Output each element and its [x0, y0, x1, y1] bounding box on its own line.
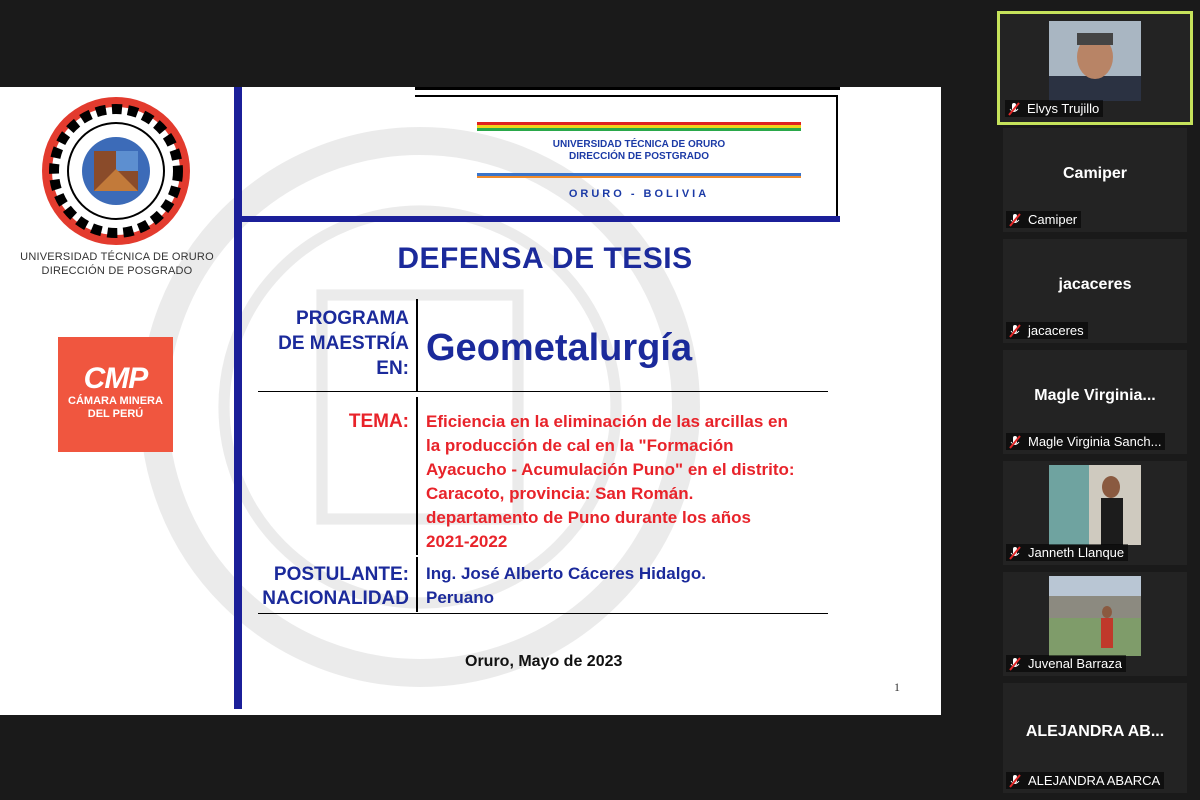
participant-display-name: ALEJANDRA AB... — [1025, 723, 1165, 740]
participant-name-tag — [1006, 772, 1164, 789]
participant-name: Camiper — [1028, 212, 1078, 227]
mic-muted-icon — [1008, 774, 1022, 788]
participant-name: jacaceres — [1028, 323, 1084, 338]
camp-logo — [58, 337, 173, 452]
blue-vertical-bar — [234, 87, 242, 709]
tema-line: la producción de cal en la "Formación — [426, 436, 734, 455]
tema-line: Caracoto, provincia: San Román. — [426, 484, 694, 503]
participant-tile[interactable] — [1003, 239, 1187, 343]
participant-name: Elvys Trujillo — [1027, 101, 1100, 116]
program-value: Geometalurgía — [426, 327, 693, 369]
page-number: 1 — [894, 680, 900, 694]
participant-tile[interactable] — [1003, 683, 1187, 793]
header-location: ORURO - BOLIVIA — [568, 188, 710, 200]
participant-name-tag — [1005, 100, 1103, 117]
participant-tile[interactable] — [1003, 461, 1187, 565]
participant-name: Magle Virginia Sanch... — [1028, 434, 1162, 449]
camp-line-1: CÁMARA MINERA — [68, 395, 163, 407]
university-name: UNIVERSIDAD TÉCNICA DE ORURO — [20, 251, 214, 263]
row-divider-1 — [258, 391, 828, 392]
slide-title: DEFENSA DE TESIS — [397, 242, 693, 275]
participant-display-name: jacaceres — [1058, 276, 1132, 293]
participant-tile[interactable] — [1003, 128, 1187, 232]
mic-muted-icon — [1008, 546, 1022, 560]
participant-name-tag — [1006, 655, 1126, 672]
left-branding — [0, 87, 234, 715]
shared-slide — [0, 87, 941, 715]
participant-name-tag — [1006, 211, 1081, 228]
mic-muted-icon — [1008, 324, 1022, 338]
program-label-1: PROGRAMA — [296, 308, 409, 329]
row-divider-2 — [258, 613, 828, 614]
participant-video — [1049, 576, 1141, 656]
mic-muted-icon — [1008, 213, 1022, 227]
participant-name-tag — [1006, 322, 1088, 339]
top-black-line — [415, 87, 840, 90]
tema-separator — [416, 397, 418, 555]
tema-line: departamento de Puno durante los años — [426, 508, 751, 527]
participant-name-tag — [1006, 433, 1165, 450]
postulante-label: POSTULANTE: — [273, 564, 409, 585]
tema-line: Ayacucho - Acumulación Puno" en el distrito: — [426, 460, 795, 479]
person-silhouette-icon — [1049, 465, 1141, 545]
program-label-2: DE MAESTRÍA — [278, 333, 409, 354]
nacionalidad-label: NACIONALIDAD — [262, 588, 409, 609]
tema-text — [426, 410, 831, 554]
university-seal-icon — [40, 95, 192, 247]
person-silhouette-icon — [1049, 576, 1141, 656]
top-black-line-2 — [415, 95, 836, 97]
program-label-3: EN: — [376, 358, 409, 379]
participant-video — [1049, 21, 1141, 101]
participant-display-name: Magle Virginia... — [1034, 387, 1156, 404]
header-line-1: UNIVERSIDAD TÉCNICA DE ORURO — [552, 139, 726, 150]
participant-tile[interactable] — [999, 13, 1191, 123]
participant-tile[interactable] — [1003, 350, 1187, 454]
camp-logo-mark: CMP — [83, 362, 148, 395]
program-separator — [416, 299, 418, 391]
nacionalidad-value: Peruano — [426, 588, 495, 607]
blue-horizontal-bar — [242, 216, 840, 222]
postulante-values — [426, 562, 706, 610]
tema-line: Eficiencia en la eliminación de las arcillas en — [426, 412, 788, 431]
participant-tile[interactable] — [1003, 572, 1187, 676]
right-black-line — [836, 95, 838, 217]
mic-muted-icon — [1008, 657, 1022, 671]
person-silhouette-icon — [1049, 21, 1141, 101]
participant-video — [1049, 465, 1141, 545]
header-line-2: DIRECCIÓN DE POSTGRADO — [568, 151, 709, 162]
participant-name: ALEJANDRA ABARCA — [1028, 773, 1161, 788]
tema-line: 2021-2022 — [426, 532, 508, 551]
postulante-value: Ing. José Alberto Cáceres Hidalgo. — [426, 564, 706, 583]
postulante-separator — [416, 557, 418, 612]
tema-label: TEMA: — [348, 411, 409, 432]
participant-name: Juvenal Barraza — [1028, 656, 1122, 671]
mic-muted-icon — [1007, 102, 1021, 116]
posgrado-name: DIRECCIÓN DE POSGRADO — [41, 265, 193, 277]
slide-date: Oruro, Mayo de 2023 — [465, 653, 623, 670]
participant-display-name: Camiper — [1062, 165, 1128, 182]
participant-name: Janneth Llanque — [1028, 545, 1125, 560]
camp-line-2: DEL PERÚ — [87, 408, 144, 420]
mic-muted-icon — [1008, 435, 1022, 449]
participant-name-tag — [1006, 544, 1128, 561]
